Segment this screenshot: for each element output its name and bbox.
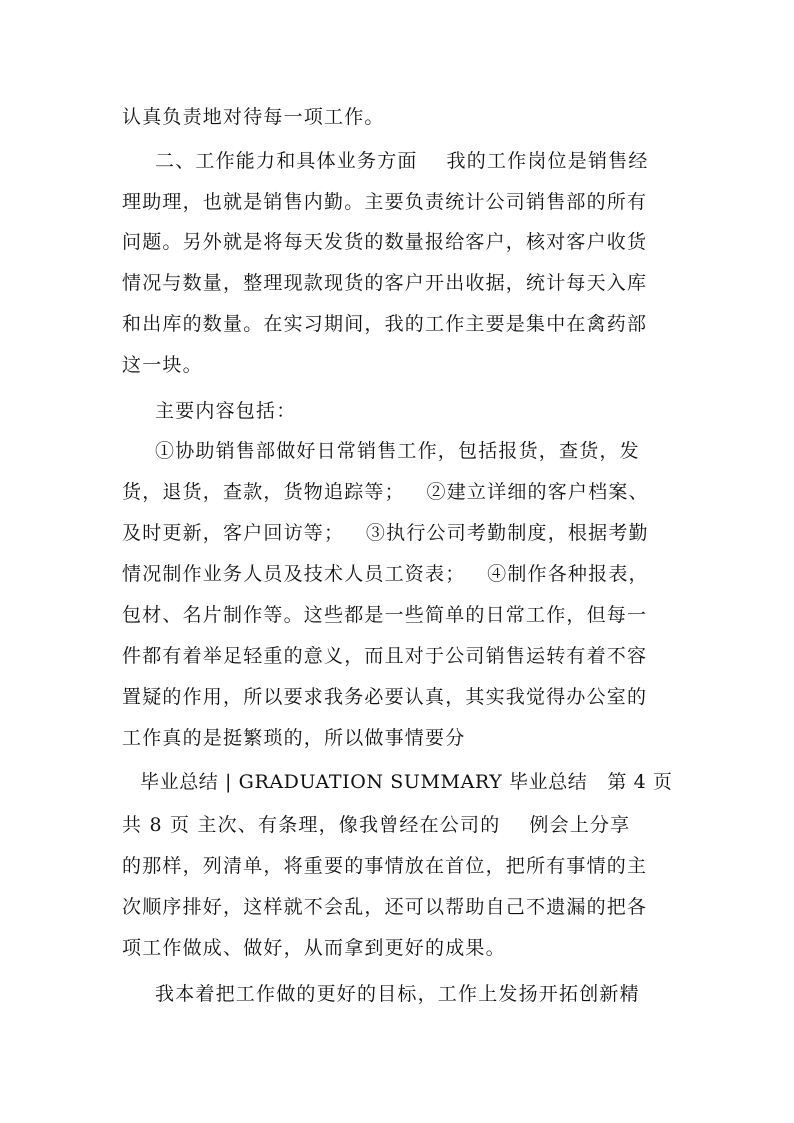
text-line: 认真负责地对待每一项工作。 xyxy=(122,106,385,128)
text-line: ①协助销售部做好日常销售工作，包括报货，查货，发 xyxy=(155,440,640,462)
text-line: 工作真的是挺繁琐的，所以做事情要分 xyxy=(122,727,466,749)
text-line: 项工作做成、做好，从而拿到更好的成果。 xyxy=(122,937,506,959)
text-line: 理助理，也就是销售内勤。主要负责统计公司销售部的所有 xyxy=(122,191,648,213)
text-line: 次顺序排好，这样就不会乱，还可以帮助自己不遗漏的把各 xyxy=(122,896,648,918)
text-line: 情况制作业务人员及技术人员工资表； ④制作各种报表， xyxy=(122,563,649,585)
text-line: 和出库的数量。在实习期间，我的工作主要是集中在禽药部 xyxy=(122,313,648,335)
text-line: 主要内容包括： xyxy=(155,400,297,422)
text-line: 我本着把工作做的更好的目标，工作上发扬开拓创新精 xyxy=(155,983,640,1005)
text-line: 件都有着举足轻重的意义，而且对于公司销售运转有着不容 xyxy=(122,645,648,667)
text-line: 共 8 页 主次、有条理，像我曾经在公司的 例会上分享 xyxy=(122,814,631,836)
page-footer-line: 毕业总结 | GRADUATION SUMMARY 毕业总结 第 4 页 xyxy=(140,771,673,793)
section-heading-line: 二、工作能力和具体业务方面 我的工作岗位是销售经 xyxy=(155,150,649,172)
text-line: 问题。另外就是将每天发货的数量报给客户，核对客户收货 xyxy=(122,231,648,253)
text-line: 货，退货，查款，货物追踪等； ②建立详细的客户档案、 xyxy=(122,481,649,503)
text-line: 包材、名片制作等。这些都是一些简单的日常工作，但每一 xyxy=(122,604,648,626)
text-line: 及时更新，客户回访等； ③执行公司考勤制度，根据考勤 xyxy=(122,522,649,544)
text-line: 的那样，列清单，将重要的事情放在首位，把所有事情的主 xyxy=(122,855,648,877)
text-line: 这一块。 xyxy=(122,354,203,376)
text-line: 情况与数量，整理现款现货的客户开出收据，统计每天入库 xyxy=(122,272,648,294)
text-line: 置疑的作用，所以要求我务必要认真，其实我觉得办公室的 xyxy=(122,686,648,708)
